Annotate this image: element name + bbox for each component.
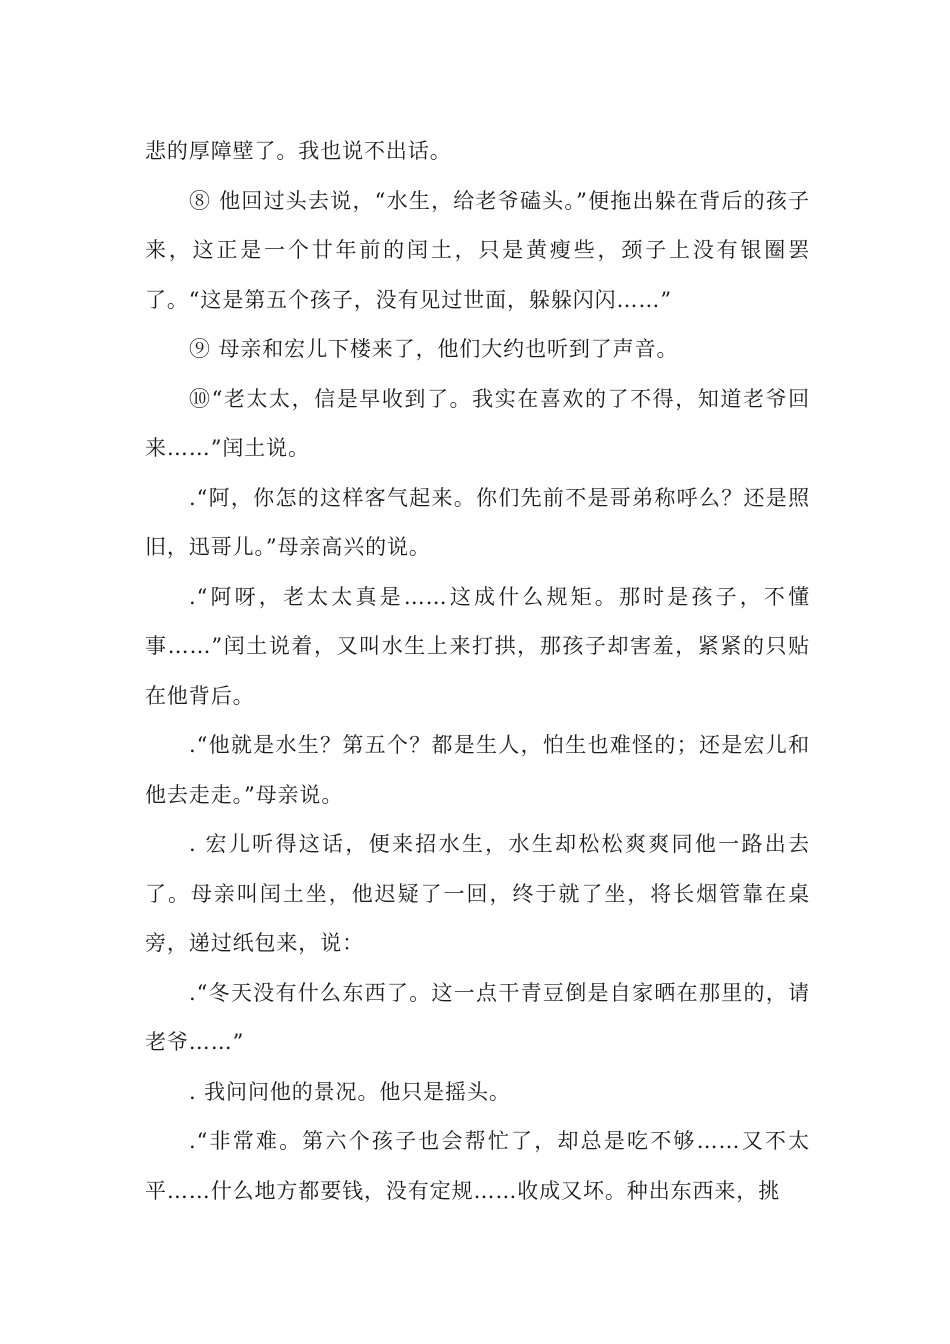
paragraph-11: .“非常难。第六个孩子也会帮忙了，却总是吃不够……又不太平……什么地方都要钱，没有定规……收成又坏。种出东西来，挑	[145, 1129, 810, 1203]
paragraph-1: 悲的厚障壁了。我也说不出话。	[145, 139, 452, 163]
paragraph-10: . 我问问他的景况。他只是摇头。	[189, 1079, 511, 1104]
paragraph-7: .“他就是水生？第五个？都是生人，怕生也难怪的；还是宏儿和他去走走。”母亲说。	[145, 733, 810, 807]
paragraph-2: ⑧ 他回过头去说，“水生，给老爷磕头。”便拖出躲在背后的孩子来，这正是一个廿年前的闰土，只是黄瘦些，颈子上没有银圈罢了。“这是第五个孩子，没有见过世面，躲躲闪闪……”	[145, 188, 810, 312]
paragraph-8: . 宏儿听得这话，便来招水生，水生却松松爽爽同他一路出去了。母亲叫闰土坐，他迟疑了一回，终于就了坐，将长烟管靠在桌旁，递过纸包来，说：	[145, 832, 810, 955]
paragraph-4: ⑩“老太太，信是早收到了。我实在喜欢的了不得，知道老爷回来……”闰土说。	[145, 386, 810, 460]
body-text	[145, 127, 810, 1216]
paragraph-3: ⑨ 母亲和宏儿下楼来了，他们大约也听到了声音。	[189, 337, 679, 361]
paragraph-9: .“冬天没有什么东西了。这一点干青豆倒是自家晒在那里的，请老爷……”	[145, 980, 810, 1054]
paragraph-6: .“阿呀，老太太真是……这成什么规矩。那时是孩子，不懂事……”闰土说着，又叫水生上来打拱，那孩子却害羞，紧紧的只贴在他背后。	[145, 584, 810, 708]
paragraph-5: .“阿，你怎的这样客气起来。你们先前不是哥弟称呼么？还是照旧，迅哥儿。”母亲高兴的说。	[145, 485, 810, 559]
